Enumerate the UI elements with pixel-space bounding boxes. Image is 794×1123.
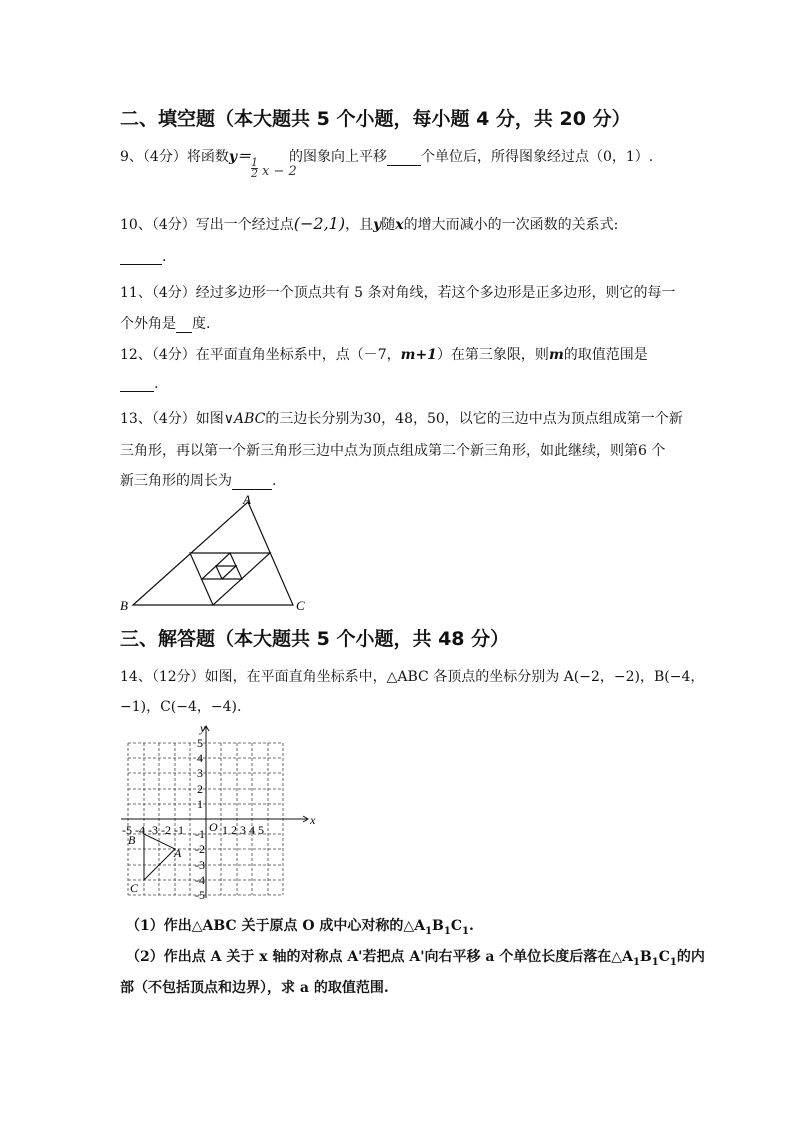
q10-x: x xyxy=(395,217,404,233)
y-tick-neg2: -2 xyxy=(195,842,205,856)
q9-fraction xyxy=(251,158,258,179)
q14-p1-c: C xyxy=(450,918,462,934)
q13-end: . xyxy=(272,473,277,489)
y-tick-neg1: -1 xyxy=(195,827,205,841)
q12-m2: m xyxy=(548,347,564,363)
q14-p2-sub3: 1 xyxy=(669,956,677,968)
q9-after: 的图象向上平移 xyxy=(288,149,387,165)
x-axis-label: x xyxy=(310,813,316,827)
label-a: A xyxy=(243,492,251,507)
label-c: C xyxy=(296,598,305,613)
q12-m: m+1 xyxy=(400,347,437,363)
q14-p2-c: C xyxy=(658,949,670,965)
q12-text: 12、（4分）在平面直角坐标系中，点（－7， xyxy=(120,347,401,363)
q9-frac-den: 2 xyxy=(251,167,258,180)
q11-text: 个外角是 xyxy=(120,316,176,332)
q11-blank xyxy=(176,318,192,333)
q14-part-2 xyxy=(126,946,705,968)
q9-frac-num: 1 xyxy=(251,156,258,169)
q14-p1-end: . xyxy=(468,918,474,934)
y-tick-neg5: -5 xyxy=(195,888,205,900)
q13-text3: 新三角形的周长为 xyxy=(120,473,232,489)
q10-blank xyxy=(120,250,162,265)
x-ticks-negative: -5 -4 -3 -2 -1 xyxy=(122,823,184,837)
y-tick-neg4: -4 xyxy=(195,873,205,887)
q10-tail: 的增大而减小的一次函数的关系式: xyxy=(403,217,619,233)
q11-tail: 度. xyxy=(192,316,211,332)
section-2-title: 二、填空题（本大题共 5 个小题，每小题 4 分，共 20 分） xyxy=(120,108,631,130)
q9-text: 9、（4分）将函数 xyxy=(120,149,229,165)
q14-coordinate-grid xyxy=(118,718,328,900)
y-tick-neg3: -3 xyxy=(195,858,205,872)
q14-part-2-line2: 部（不包括顶点和边界），求 a 的取值范围. xyxy=(120,980,389,996)
q14-p1-sub1: 1 xyxy=(425,925,433,937)
y-axis-label: y xyxy=(200,721,206,735)
q14-p1-sub3: 1 xyxy=(462,925,469,937)
q14-p1-b: B xyxy=(432,918,444,934)
q14-p2-b: B xyxy=(639,949,652,965)
q10-mid2: 随 xyxy=(381,217,396,233)
q14-line1: 14、（12分）如图，在平面直角坐标系中，△ABC 各顶点的坐标分别为 A(−2，−2)，B(−4， xyxy=(120,669,705,685)
q14-p2-tail: 的内 xyxy=(676,949,705,965)
q14-p1-sub2: 1 xyxy=(443,925,451,937)
origin-label: O xyxy=(209,820,218,834)
q13-line2: 三角形，再以第一个新三角形三边中点为顶点组成第二个新三角形，如此继续，则第6 个 xyxy=(120,443,666,459)
label-b: B xyxy=(120,598,128,613)
q9-after2: 个单位后，所得图象经过点（0，1）. xyxy=(420,149,654,165)
y-tick-2: 2 xyxy=(197,782,203,796)
q9-blank xyxy=(387,151,421,166)
q14-line2: −1)，C(−4，−4). xyxy=(120,699,242,715)
plot-label-b: B xyxy=(128,833,136,847)
q14-p2-sub1: 1 xyxy=(632,956,640,968)
q12-tail2: 的取值范围是 xyxy=(563,347,648,363)
q14-p2-sub2: 1 xyxy=(651,956,659,968)
q10-end: . xyxy=(162,249,167,265)
q10-mid: ，且 xyxy=(345,217,374,233)
q13-triangle: ∨ABC xyxy=(223,411,266,427)
q13-text: 13、（4分）如图 xyxy=(120,411,224,427)
q9-frac-tail: x − 2 xyxy=(262,164,297,179)
q13-blank xyxy=(232,475,272,490)
q10-y: y xyxy=(373,217,382,233)
q14-p1-text: （1）作出△ABC 关于原点 O 成中心对称的△A xyxy=(126,918,426,934)
q14-p2-text: （2）作出点 A 关于 x 轴的对称点 A'若把点 A'向右平移 a 个单位长度后落在△A xyxy=(126,949,633,965)
q13-line1 xyxy=(120,408,683,428)
q9-var: y＝ xyxy=(228,149,251,165)
plot-label-c: C xyxy=(130,881,139,895)
y-tick-3: 3 xyxy=(197,766,203,780)
plot-label-a: A xyxy=(174,846,182,860)
q13-triangle-figure xyxy=(115,492,315,617)
q14-part-1 xyxy=(126,915,474,937)
question-12 xyxy=(120,344,648,364)
q13-text2: 的三边长分别为30，48，50，以它的三边中点为顶点组成第一个新 xyxy=(265,411,683,427)
triangle-abc-plot xyxy=(144,834,175,880)
q12-blank xyxy=(120,377,154,392)
q12-end: . xyxy=(154,376,159,392)
q13-line3 xyxy=(120,470,276,490)
q10-point: (−2,1) xyxy=(293,214,346,233)
triangle-3 xyxy=(216,566,236,579)
question-10 xyxy=(120,214,618,234)
q10-text: 10、（4分）写出一个经过点 xyxy=(120,217,294,233)
q12-tail: ）在第三象限，则 xyxy=(436,347,549,363)
question-9 xyxy=(120,146,654,169)
q12-answer-line xyxy=(120,376,158,392)
q11-line1: 11、（4分）经过多边形一个顶点共有 5 条对角线，若这个多边形是正多边形，则它的每一 xyxy=(120,285,676,301)
q11-line2 xyxy=(120,313,210,333)
section-3-title: 三、解答题（本大题共 5 个小题，共 48 分） xyxy=(120,628,510,650)
x-ticks-positive: 1 2 3 4 5 xyxy=(222,823,264,837)
q10-answer-line xyxy=(120,249,166,265)
y-tick-1: 1 xyxy=(197,797,203,811)
y-tick-5: 5 xyxy=(197,736,203,750)
y-tick-4: 4 xyxy=(197,751,203,765)
